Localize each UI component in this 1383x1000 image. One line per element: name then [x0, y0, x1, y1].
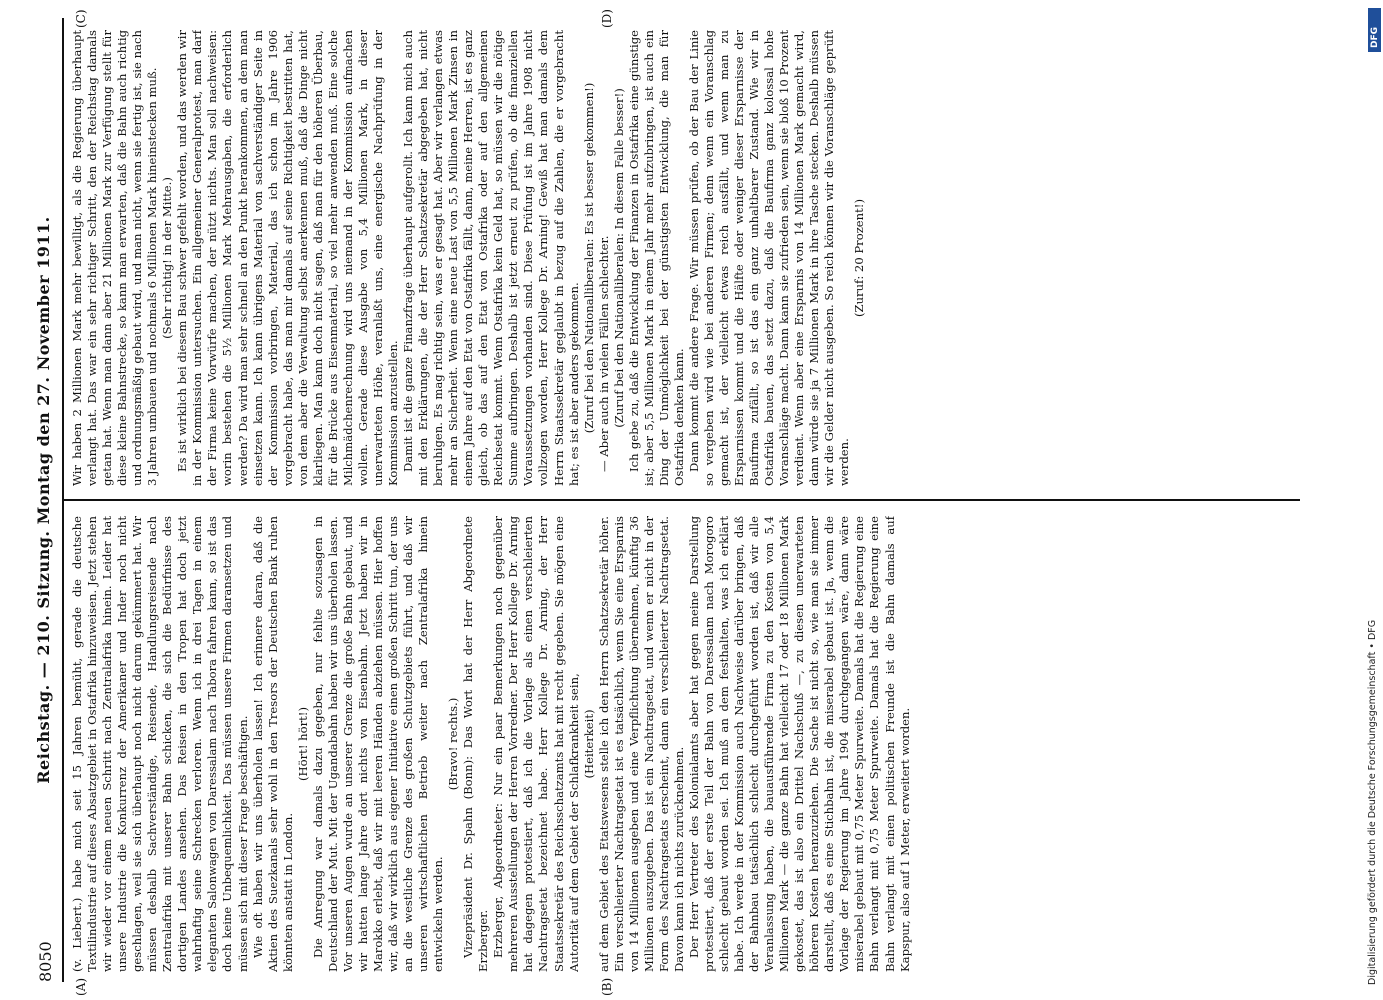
margin-letter-a: (A) [74, 977, 88, 996]
left-text-column [70, 516, 1300, 972]
interjection: (Zuruf: 20 Prozent!) [852, 199, 867, 317]
interjection: (Sehr richtig! in der Mitte.) [160, 177, 175, 339]
margin-letter-c: (C) [74, 9, 88, 28]
margin-letter-d: (D) [600, 9, 614, 28]
paragraph: Wir haben 2 Millionen Mark mehr bewilligt, als die Regierung überhaupt verlangt hat. Das war ein sehr richtiger Schritt, den der Reichstag damals getan hat. Wenn man dann aber 21 Millionen Mark zur Verfügung stellt für diese kleine Bahnstrecke, so kann man erwarten, daß die Bahn auch richtig und ordnungsmäßig gebaut wird, und man nicht, wenn sie fertig ist, sie nach 3 Jahren umbauen und nochmals 6 Millionen Mark hineinstecken muß. [70, 30, 160, 486]
paragraph: Vizepräsident Dr. Spahn (Bonn): Das Wort hat der Herr Abgeordnete Erzberger. [461, 516, 491, 972]
interjection: (Hört! hört!) [295, 707, 310, 781]
running-title: Reichstag. — 210. Sitzung. Montag den 27. November 1911. [34, 216, 53, 784]
dfg-logo-text: DFG [1370, 26, 1380, 48]
paragraph: — Aber auch in vielen Fällen schlechter. [596, 235, 611, 472]
paragraph: Erzberger, Abgeordneter: Nur ein paar Bemerkungen noch gegenüber mehreren Ausstellungen der Herren Vorredner. Der Herr Kollege Dr. Arning hat dagegen protestiert, daß ich die Vorlage als einen verschleierten Nachtragsetat bezeichnet habe. Herr Kollege Dr. Arning, der Herr Staatssekretär des Reichsschatzamts hat mit recht gegeben. Sie mögen eine Autorität auf dem Gebiet der Schlafkrankheit sein, [491, 516, 581, 972]
paragraph: (v. Liebert.) habe mich seit 15 Jahren bemüht, gerade die deutsche Textilindustrie auf dieses Absatzgebiet in Ostafrika hinzuweisen. Jetzt stehen wir wieder vor einem neuen Schritt nach Zentralafrika hinein. Leider hat unsere Industrie die Konkurrenz der Amerikaner und Inder noch nicht geschlagen, weil sie sich überhaupt noch nicht darum gekümmert hat. Wir müssen deshalb Sachverständige, Reisende, Handlungsreisende nach Zentralafrika mit unserer Bahn schicken, die sich die Bedürfnisse des dortigen Landes ansehen. Das Reisen in den Tropen hat doch jetzt wahrhaftig seine Schrecken verloren. Wenn ich in drei Tagen in einem eleganten Salonwagen von Daressalam nach Tabora fahren kann, so ist das doch keine Unbequemlichkeit. Das müssen unsere Firmen daransetzen und müssen sich mit dieser Frage beschäftigen. [70, 516, 250, 972]
running-header [34, 18, 60, 982]
margin-letter-b: (B) [600, 977, 614, 996]
paragraph: Es ist wirklich bei diesem Bau schwer gefehlt worden, und das werden wir in der Kommission untersuchen. Ein allgemeiner Generalprotest, man darf der Firma keine Vorwürfe machen, der nützt nichts. Man soll nachweisen: worin bestehen die 5½ Millionen Mark Mehrausgaben, die erforderlich werden? Da wird man sehr schnell an den Punkt herankommen, an dem man einsetzen kann. Ich kann übrigens Material von sachverständiger Seite in der Kommission vorbringen, Material, das ich schon im Jahre 1906 vorgebracht habe, das man mir damals auf seine Richtigkeit bestritten hat, von dem aber die Verwaltung selbst anerkennen muß, daß die Dinge nicht klarliegen. Man kann doch nicht sagen, daß man für den höheren Überbau, für die Brücke aus Eisenmaterial, so viel mehr anwenden muß. Eine solche Milchmädchenrechnung wird uns niemand in der Kommission aufmachen wollen. Gerade diese Ausgabe von 5,4 Millionen Mark, in dieser unerwarteten Höhe, veranlaßt uns, eine energische Nachprüfung in der Kommission anzustellen. [175, 30, 400, 486]
dfg-logo [1368, 8, 1381, 52]
paragraph: Ich gebe zu, daß die Entwicklung der Finanzen in Ostafrika eine günstige ist; aber 5,5 Millionen Mark in einem Jahr mehr aufzubringen, ist auch ein Ding der Unmöglichkeit bei der günstigsten Entwicklung, die man für Ostafrika denken kann. [626, 30, 686, 486]
paragraph: Wie oft haben wir uns überholen lassen! Ich erinnere daran, daß die Aktien des Suezkanals sehr wohl in den Tresors der Deutschen Bank ruhen könnten anstatt in London. [250, 516, 295, 972]
column-divider [64, 499, 1300, 501]
paragraph: Dann kommt die andere Frage. Wir müssen prüfen, ob der Bau der Linie so vergeben wird wie bei anderen Firmen; denn wenn ein Voranschlag gemacht ist, der vielleicht etwas reich ausfällt, und wenn man zu Ersparnissen kommt und die Hälfte oder weniger dieser Ersparnisse der Baufirma zufällt, so ist das ein ganz unhaltbarer Zustand. Wie wir in Ostafrika bauen, das setzt dazu, daß die Baufirma ganz kolossal hohe Voranschläge macht. Dann kann sie zufrieden sein, wenn sie bloß 10 Prozent verdient. Wenn aber eine Ersparnis von 14 Millionen Mark gemacht wird, dann würde sie ja 7 Millionen Mark in ihre Tasche stecken. Deshalb müssen wir die Gelder nicht ausgeben. So reich können wir die Voranschläge geprüft werden. [686, 30, 852, 486]
right-text-column [70, 30, 1300, 486]
digitization-credit: Digitalisierung gefördert durch die Deutsche Forschungsgemeinschaft • DFG [1367, 619, 1378, 985]
paragraph: auf dem Gebiet des Etatswesens stelle ich den Herrn Schatzsekretär höher. Ein verschleierter Nachtragsetat ist es tatsächlich, wenn Sie eine Ersparnis von 14 Millionen ausgeben und eine Verpflichtung übernehmen, künftig 36 Millionen auszugeben. Das ist ein Nachtragsetat, und wenn er nicht in der Form des Nachtragsetats erscheint, dann ein verschleierter Nachtragsetat. Davon kann ich nichts zurücknehmen. [596, 516, 686, 972]
paragraph: Der Herr Vertreter des Kolonialamts aber hat gegen meine Darstellung protestiert, daß der erste Teil der Bahn von Daressalam nach Morogoro schlecht gebaut worden sei. Ich muß an dem festhalten, was ich erklärt habe. Ich werde in der Kommission auch Nachweise darüber bringen, daß der Bahnbau tatsächlich schlecht durchgeführt worden ist, daß wir alle Veranlassung haben, die bauausführende Firma zu den Kosten von 5,4 Millionen Mark — die ganze Bahn hat vielleicht 17 oder 18 Millionen Mark gekostet, das ist also ein Drittel Nachschuß —, zu diesen unerwarteten höheren Kosten heranzuziehen. Die Sache ist nicht so, wie man sie immer darstellt, daß es eine Stichbahn ist, die miserabel gebaut ist. Ja, wenn die Vorlage der Regierung im Jahre 1904 durchgegangen wäre, dann wäre miserabel gebaut mit 0,75 Meter Spurweite. Damals hat die Regierung eine Bahn verlangt mit 0,75 Meter Spurweite. Damals hat die Regierung eine Bahn verlangt mit einen politischen Freunde ist die Bahn damals auf Kapspur, also auf 1 Meter, erweitert worden. [686, 516, 912, 972]
interjection: (Bravo! rechts.) [446, 697, 461, 791]
rotated-sheet [20, 0, 1340, 1000]
paragraph: Damit ist die ganze Finanzfrage überhaupt aufgerollt. Ich kann mich auch mit den Erklärungen, die der Herr Schatzsekretär abgegeben hat, nicht beruhigen. Es mag richtig sein, was er gesagt hat. Aber wir verlangen etwas mehr an Sicherheit. Wenn eine neue Last von 5,5 Millionen Mark Zinsen in einem Jahre auf den Etat von Ostafrika fällt, dann, meine Herren, ist es ganz gleich, ob das auf den Etat von Ostafrika oder auf den allgemeinen Reichsetat kommt. Wenn Ostafrika kein Geld hat, so müssen wir die nötige Summe aufbringen. Deshalb ist jetzt erneut zu prüfen, ob die finanziellen Voraussetzungen vorhanden sind. Diese Prüfung ist im Jahre 1908 nicht vollzogen worden, Herr Kollege Dr. Arning! Gewiß hat man damals dem Herrn Staatssekretär geglaubt in bezug auf die Zahlen, die er vorgebracht hat; es ist aber anders gekommen. [401, 30, 581, 486]
paragraph: Die Anregung war damals dazu gegeben, nur fehlte sozusagen in Deutschland der Mut. Mit der Ugandabahn haben wir uns überholen lassen. Vor unseren Augen wurde an unserer Grenze die große Bahn gebaut, und wir hatten lange Jahre dort nichts von Eisenbahn. Jetzt haben wir in Marokko erlebt, daß wir mit leeren Händen abziehen müssen. Hier hoffen wir, daß wir wirklich aus eigener Initiative einen großen Schritt tun, der uns an die westliche Grenze des großen Schutzgebiets führt, und daß wir unseren wirtschaftlichen Betrieb weiter nach Zentralafrika hinein entwickeln werden. [310, 516, 446, 972]
interjection: (Zuruf bei den Nationalliberalen: In diesem Falle besser!) [611, 88, 626, 428]
page-number: 8050 [36, 941, 55, 982]
interjection: (Heiterkeit) [581, 709, 596, 779]
interjection: (Zuruf bei den Nationalliberalen: Es ist besser gekommen!) [581, 82, 596, 434]
